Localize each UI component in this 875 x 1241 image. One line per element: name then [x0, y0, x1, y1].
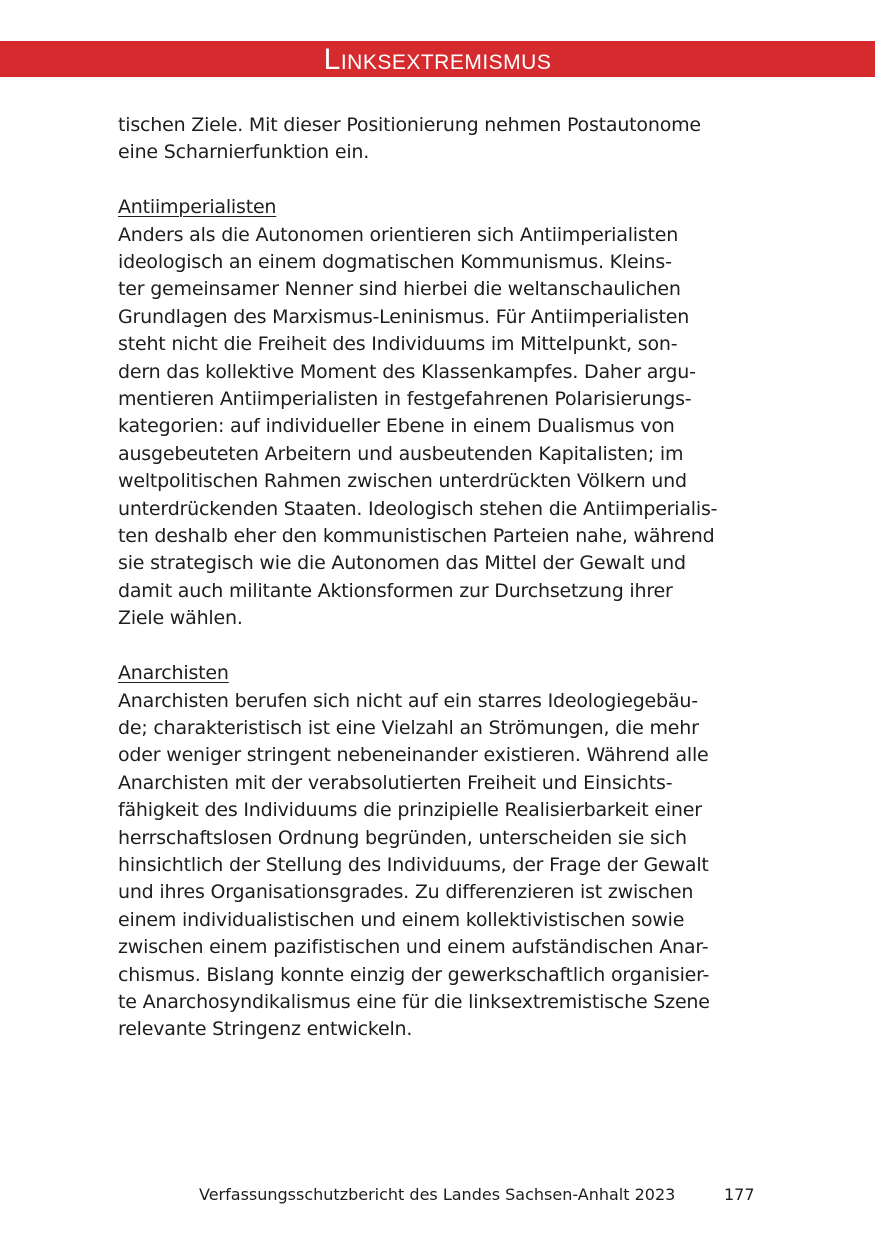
intro-paragraph — [118, 112, 763, 167]
text-line: kategorien: auf individueller Ebene in einem Dualismus von — [118, 415, 675, 438]
text-line: mentieren Antiimperialisten in festgefahrenen Polarisierungs- — [118, 388, 692, 411]
text-line: zwischen einem pazifistischen und einem aufständischen Anar- — [118, 936, 709, 959]
text-line: herrschaftslosen Ordnung begründen, unterscheiden sie sich — [118, 826, 687, 849]
page-footer — [0, 1180, 875, 1210]
text-line: Grundlagen des Marxismus-Leninismus. Für Antiimperialisten — [118, 305, 690, 328]
text-line: tischen Ziele. Mit dieser Positionierung nehmen Postautonome — [118, 114, 701, 136]
text-line: einem individualistischen und einem kollektivistischen sowie — [118, 908, 685, 931]
text-line: ter gemeinsamer Nenner sind hierbei die weltanschaulichen — [118, 278, 681, 301]
text-line: te Anarchosyndikalismus eine für die linksextremistische Szene — [118, 990, 710, 1013]
text-line: relevante Stringenz entwickeln. — [118, 1018, 413, 1041]
text-line: weltpolitischen Rahmen zwischen unterdrückten Völkern und — [118, 470, 687, 493]
chapter-title: Linksextremismus — [323, 43, 552, 76]
section-heading: Antiimperialisten — [118, 196, 277, 219]
text-line: damit auch militante Aktionsformen zur Durchsetzung ihrer — [118, 579, 673, 602]
text-line: ausgebeuteten Arbeitern und ausbeutenden Kapitalisten; im — [118, 442, 684, 465]
text-line: eine Scharnierfunktion ein. — [118, 141, 370, 164]
section-antiimperialisten — [118, 194, 763, 633]
text-line: Anarchisten berufen sich nicht auf ein starres Ideologiegebäu- — [118, 689, 698, 712]
page-number: 177 — [724, 1185, 755, 1204]
text-line: dern das kollektive Moment des Klassenkampfes. Daher argu- — [118, 360, 696, 383]
text-line: oder weniger stringent nebeneinander existieren. Während alle — [118, 744, 709, 767]
footer-publication-title: Verfassungsschutzbericht des Landes Sachsen-Anhalt 2023 — [199, 1185, 676, 1204]
section-anarchisten — [118, 660, 763, 1044]
text-line: Anarchisten mit der verabsolutierten Freiheit und Einsichts- — [118, 771, 673, 794]
text-line: Anders als die Autonomen orientieren sich Antiimperialisten — [118, 223, 679, 246]
header-bar — [0, 41, 875, 77]
text-line: und ihres Organisationsgrades. Zu differenzieren ist zwischen — [118, 881, 694, 904]
section-heading: Anarchisten — [118, 662, 229, 685]
text-line: steht nicht die Freiheit des Individuums im Mittelpunkt, son- — [118, 333, 678, 356]
text-line: chismus. Bislang konnte einzig der gewerkschaftlich organisier- — [118, 963, 710, 986]
text-line: ideologisch an einem dogmatischen Kommunismus. Kleins- — [118, 251, 672, 274]
main-content — [118, 112, 763, 1044]
text-line: sie strategisch wie die Autonomen das Mittel der Gewalt und — [118, 552, 686, 575]
text-line: hinsichtlich der Stellung des Individuums, der Frage der Gewalt — [118, 853, 709, 876]
text-line: ten deshalb eher den kommunistischen Parteien nahe, während — [118, 525, 715, 548]
text-line: fähigkeit des Individuums die prinzipielle Realisierbarkeit einer — [118, 799, 702, 822]
text-line: unterdrückenden Staaten. Ideologisch stehen die Antiimperialis- — [118, 497, 718, 520]
text-line: Ziele wählen. — [118, 607, 243, 630]
text-line: de; charakteristisch ist eine Vielzahl an Strömungen, die mehr — [118, 716, 699, 739]
